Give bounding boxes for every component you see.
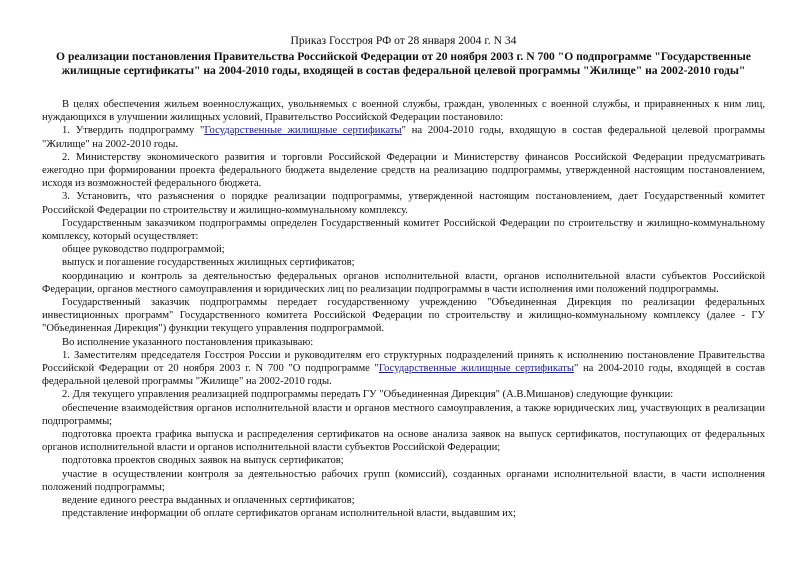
paragraph: 2. Для текущего управления реализацией подпрограммы передать ГУ "Объединенная Дирекция" (А.В.Мишанов) следующие функции: [62, 389, 674, 401]
paragraph-after-text: " на 2004-2010 годы, входящей в состав федеральной целевой программы "Жилище" на 2002-2010 годы. [42, 363, 766, 388]
paragraph: 3. Установить, что разъяснения о порядке реализации подпрограммы, утвержденной настоящим постановлением, дает Государственный комитет Российской Федерации по строительству и жилищно-коммунальному комплексу. [42, 191, 765, 216]
paragraph: подготовка проектов сводных заявок на выпуск сертификатов; [62, 455, 344, 467]
paragraph-before-text: 1. Заместителям председателя Госстроя России и руководителям его структурных подразделений принять к исполнению постановление Правительства Российской Федерации от 20 ноября 2003 г. N 700 "О подпрограмме " [42, 349, 765, 375]
paragraph: обеспечение взаимодействия органов исполнительной власти и органов местного самоуправления, а также юридических лиц, участвующих в реализации подпрограммы; [42, 402, 765, 427]
paragraph: ведение единого реестра выданных и оплаченных сертификатов; [62, 495, 355, 507]
document-subtitle: О реализации постановления Правительства Российской Федерации от 20 ноября 2003 г. N 700 "О подпрограмме "Государственные жилищные сертификаты" на 2004-2010 годы, входящей в состав федеральной целевой программы "Жилище" на 2002-2010 годы" [56, 50, 751, 77]
document-link[interactable]: Государственные жилищные сертификаты [378, 363, 574, 375]
paragraph: подготовка проекта графика выпуска и распределения сертификатов на основе анализа заявок на выпуск сертификатов, поступающих от федеральных органов исполнительной власти и органов исполнительной власти субъектов Российской Федерации; [42, 429, 765, 454]
document-link[interactable]: Государственные жилищные сертификаты [204, 125, 402, 137]
document-title: Приказ Госстроя РФ от 28 января 2004 г. N 34 [290, 34, 517, 47]
paragraph: В целях обеспечения жильем военнослужащих, увольняемых с военной службы, граждан, уволенных с военной службы, и приравненных к ним лиц, нуждающихся в улучшении жилищных условий, Правительство Российской Федерации постановило: [42, 99, 765, 124]
paragraph-before-text: 1. Утвердить подпрограмму " [62, 125, 205, 137]
paragraph: выпуск и погашение государственных жилищных сертификатов; [62, 257, 355, 269]
paragraph: координацию и контроль за деятельностью федеральных органов исполнительной власти, органов исполнительной власти субъектов Российской Федерации, органов местного самоуправления и юридических лиц по реализации подпрограммы в части исполнения ими положений подпрограммы. [42, 270, 765, 295]
paragraph: Во исполнение указанного постановления приказываю: [62, 336, 314, 348]
paragraph [42, 124, 765, 150]
paragraph [42, 349, 765, 389]
paragraph-after-text: " на 2004-2010 годы, входящую в состав федеральной целевой программы "Жилище" на 2002-2010 годы. [42, 125, 765, 150]
paragraph: 2. Министерству экономического развития и торговли Российской Федерации и Министерству финансов Российской Федерации предусматривать ежегодно при формировании проекта федерального бюджета выделение средств на реализацию подпрограммы, утвержденной настоящим постановлением, исходя из возможностей федерального бюджета. [42, 151, 765, 190]
paragraph: Государственным заказчиком подпрограммы определен Государственный комитет Российской Федерации по строительству и жилищно-коммунальному комплексу, который осуществляет: [42, 217, 765, 243]
paragraph: общее руководство подпрограммой; [62, 244, 225, 256]
paragraph: Государственный заказчик подпрограммы передает государственному учреждению "Объединенная Дирекция по реализации федеральных инвестиционных программ" Государственного комитета Российской Федерации по строительству и жилищно-коммунальному комплексу (далее - ГУ "Объединенная Дирекция") функции текущего управления подпрограммой. [42, 297, 765, 335]
paragraph: представление информации об оплате сертификатов органам исполнительной власти, выдавшим их; [62, 508, 516, 520]
document-body [42, 98, 765, 521]
paragraph: участие в осуществлении контроля за деятельностью рабочих групп (комиссий), созданных органами исполнительной власти, в части исполнения положений подпрограммы; [42, 468, 765, 493]
